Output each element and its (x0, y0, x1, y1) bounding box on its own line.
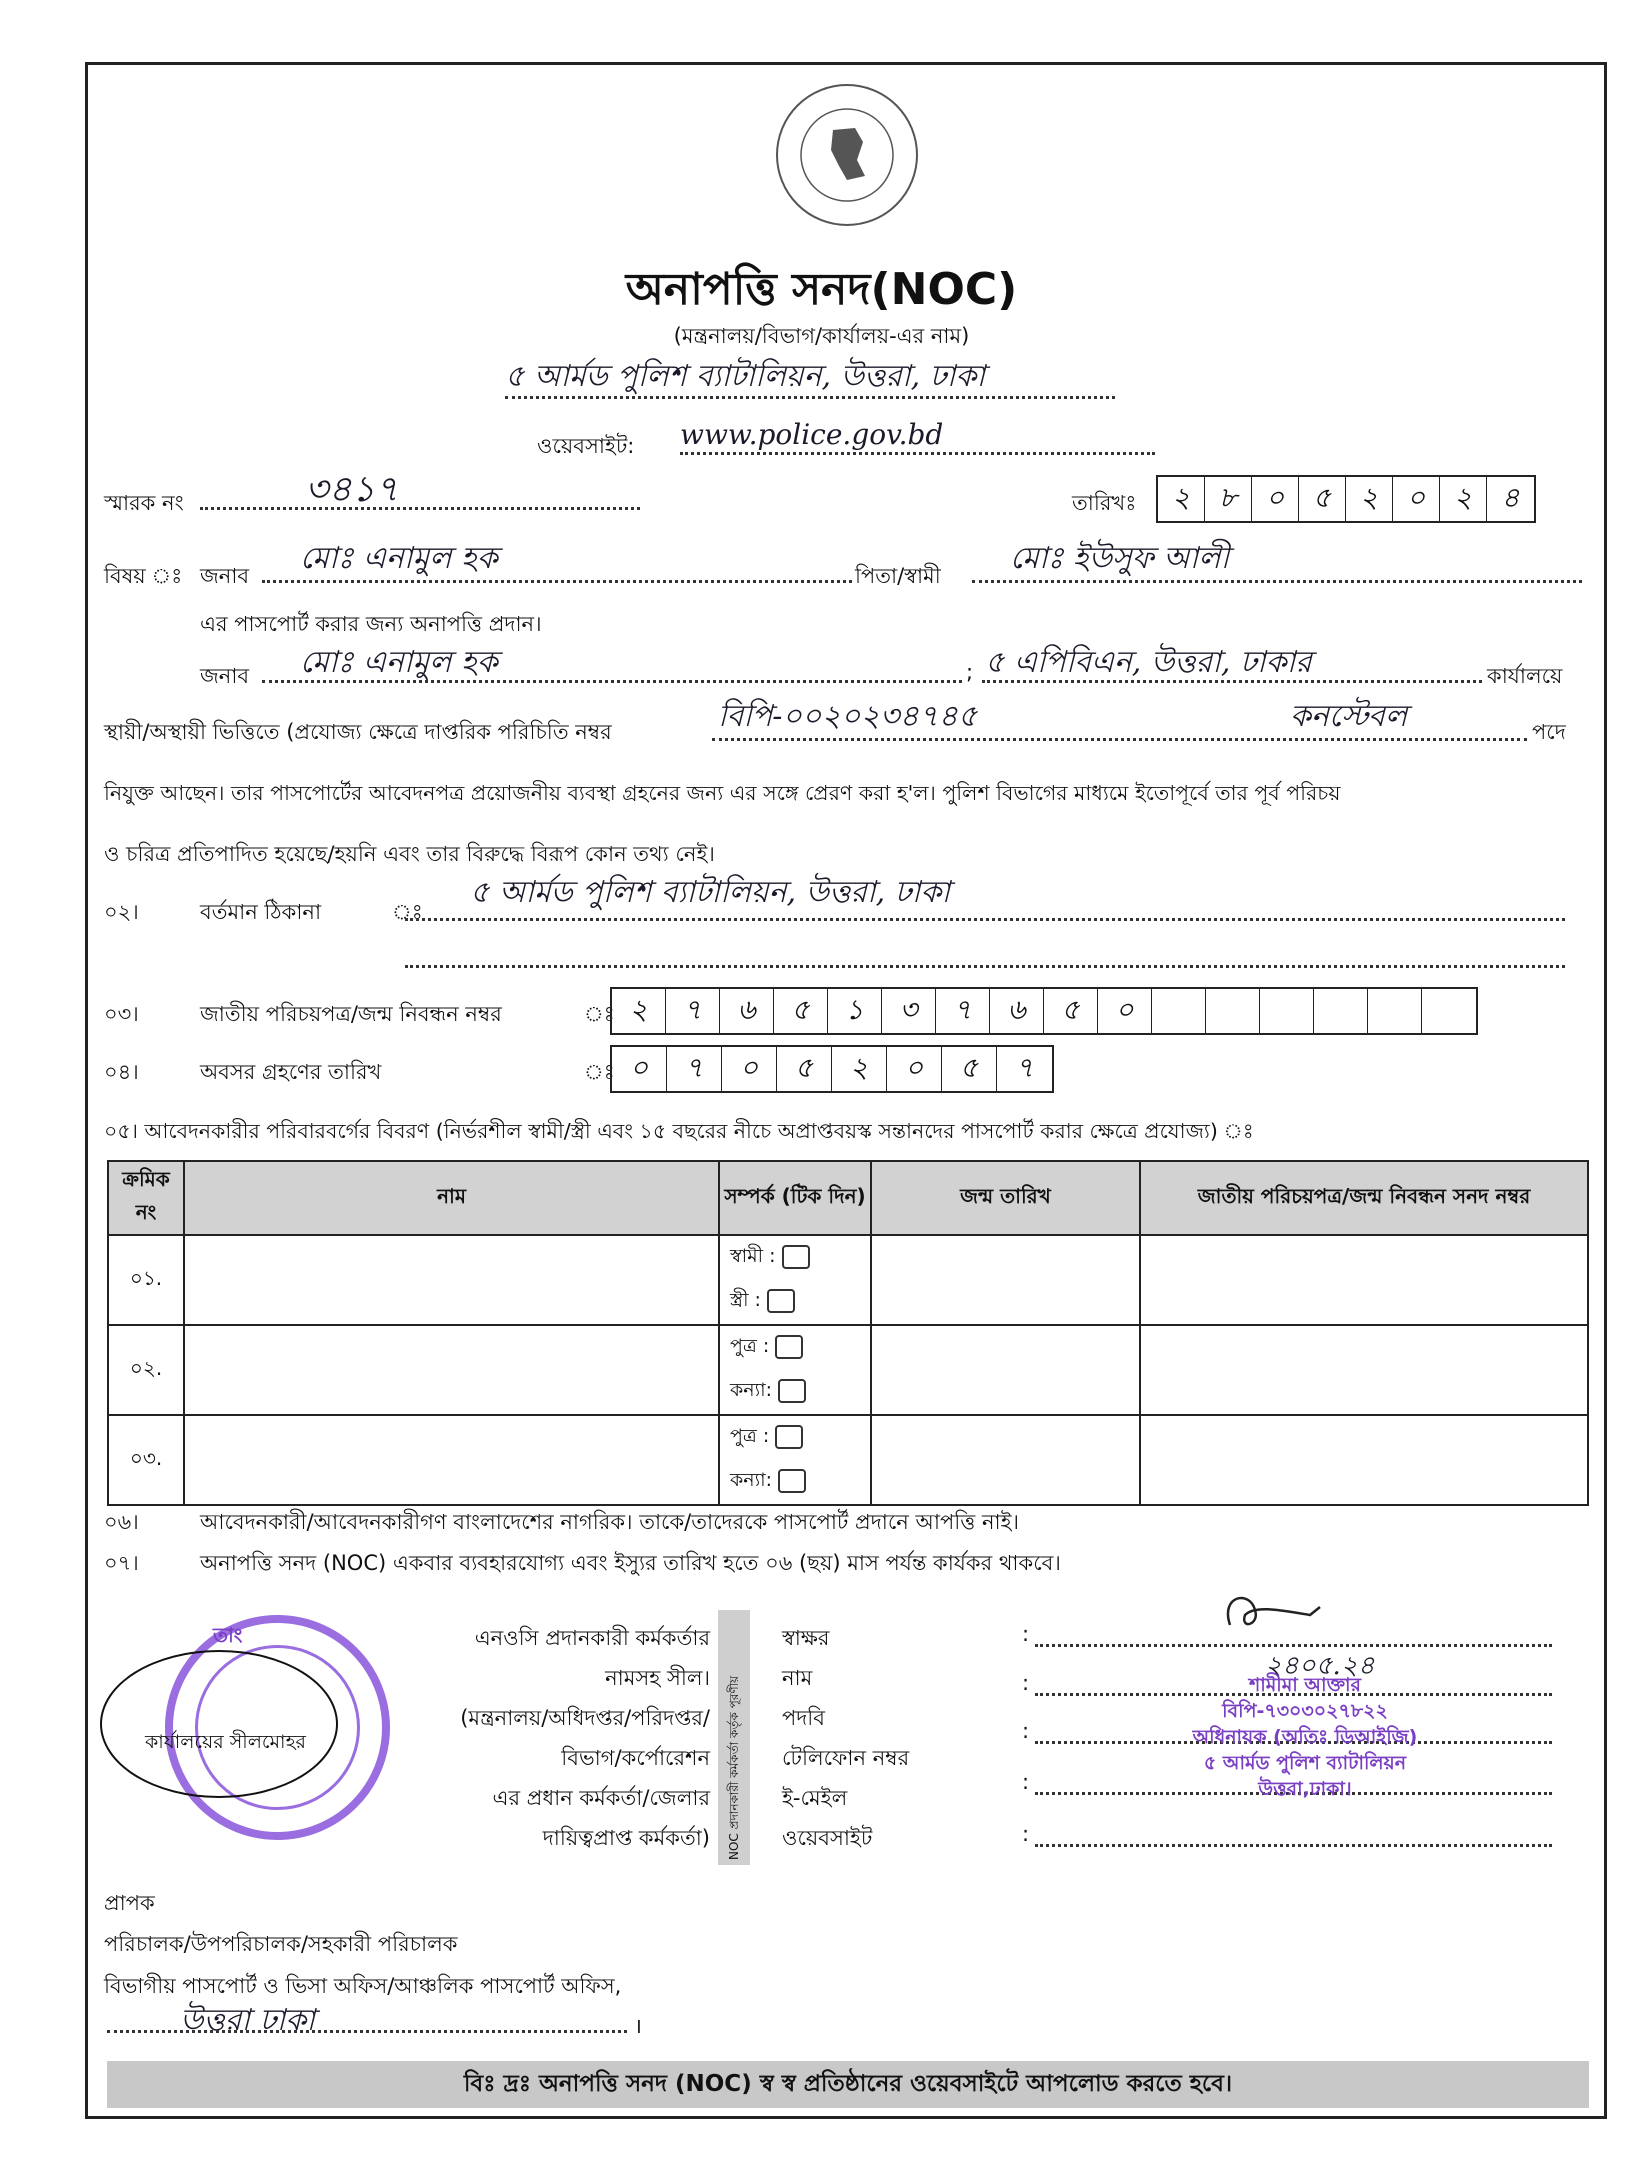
digit-box (1422, 989, 1476, 1033)
body-line-b: নিযুক্ত আছেন। তার পাসপোর্টের আবেদনপত্র প্রয়োজনীয় ব্যবস্থা গ্রহনের জন্য এর সঙ্গে প্রেরণ করা হ'ল। পুলিশ বিভাগের মাধ্যমে ইতোপূর্বে তার পূর্ব পরিচয় (104, 781, 1341, 805)
digit-box: ০ (1393, 477, 1440, 521)
col-serial: ক্রমিক নং (108, 1161, 184, 1235)
janab-label: জনাব (200, 564, 250, 588)
relation-label: স্ত্রী : (730, 1289, 761, 1311)
memo-label: স্মারক নং (104, 491, 184, 515)
recipient-line2: বিভাগীয় পাসপোর্ট ও ভিসা অফিস/আঞ্চলিক পাসপোর্ট অফিস, (104, 1974, 622, 1998)
digit-box (1260, 989, 1314, 1033)
row-num: ০১. (108, 1235, 184, 1325)
officer-field-label: টেলিফোন নম্বর (782, 1746, 910, 1770)
stamp-label: কার্যালয়ের সীলমোহর (145, 1731, 307, 1753)
father-name: মোঃ ইউসুফ আলী (1010, 541, 1230, 576)
relation-label: কন্যা: (730, 1469, 773, 1491)
website-value: www.police.gov.bd (680, 418, 944, 451)
officer-left-label: বিভাগ/কর্পোরেশন (561, 1746, 710, 1770)
date-label: তারিখঃ (1072, 491, 1137, 515)
item-05-label: ০৫। আবেদনকারীর পরিবারবর্গের বিবরণ (নির্ভরশীল স্বামী/স্ত্রী এবং ১৫ বছরের নীচে অপ্রাপ্তবয়স্ক সন্তানদের পাসপোর্ট করার ক্ষেত্রে প্রযোজ্য) ঃ (104, 1119, 1254, 1143)
relation-checkbox[interactable] (775, 1335, 803, 1359)
row-num: ০৩. (108, 1415, 184, 1505)
digit-box: ০ (1098, 989, 1152, 1033)
item-04-num: ০৪। (104, 1060, 139, 1084)
relation-label: কন্যা: (730, 1379, 773, 1401)
digit-box: ২ (1440, 477, 1487, 521)
officer-right-labels (782, 1618, 909, 1858)
signature (1210, 1585, 1330, 1645)
relation-checkbox[interactable] (767, 1289, 795, 1313)
stamp-line: উত্তরা,ঢাকা। (1258, 1778, 1352, 1800)
janab-label-2: জনাব (200, 664, 250, 688)
digit-box: ০ (1252, 477, 1299, 521)
digit-box: ২ (1158, 477, 1205, 521)
subject-line2: এর পাসপোর্ট করার জন্য অনাপত্তি প্রদান। (200, 612, 542, 636)
table-row (108, 1325, 1588, 1415)
office-suffix: কার্যালয়ে (1487, 664, 1563, 688)
office-name-caption: (মন্ত্রনালয়/বিভাগ/কার্যালয়-এর নাম) (673, 324, 970, 348)
digit-box (1368, 989, 1422, 1033)
col-relation: সম্পর্ক (টিক দিন) (719, 1161, 871, 1235)
digit-box: ৫ (1044, 989, 1098, 1033)
official-id: বিপি-০০২০২৩৪৭৪৫ (718, 699, 978, 734)
officer-left-label: দায়িত্বপ্রাপ্ত কর্মকর্তা) (542, 1826, 710, 1850)
digit-box (1152, 989, 1206, 1033)
officer-field-label: নাম (782, 1666, 813, 1690)
digit-box: ৩ (882, 989, 936, 1033)
officer-field-label: স্বাক্ষর (782, 1626, 830, 1650)
digit-box (1206, 989, 1260, 1033)
digit-box: ০ (722, 1047, 777, 1091)
stamp-line: অধিনায়ক (অতিঃ ডিআইজি) (1192, 1726, 1418, 1748)
stamp-placeholder-ellipse (100, 1650, 338, 1798)
office-stamp: তাং (165, 1615, 390, 1840)
officer-field-label: পদবি (782, 1706, 825, 1730)
digit-box: ৫ (774, 989, 828, 1033)
col-name: নাম (184, 1161, 719, 1235)
item-03-num: ০৩। (104, 1002, 139, 1026)
note-07: অনাপত্তি সনদ (NOC) একবার ব্যবহারযোগ্য এবং ইস্যুর তারিখ হতে ০৬ (ছয়) মাস পর্যন্ত কার্যকর থাকবে। (200, 1551, 1061, 1575)
officer-left-label: (মন্ত্রনালয়/অধিদপ্তর/পরিদপ্তর/ (460, 1706, 710, 1730)
digit-box: ০ (612, 1047, 667, 1091)
recipient-label: প্রাপক (104, 1891, 155, 1915)
family-table (107, 1160, 1589, 1506)
item-02-label: বর্তমান ঠিকানা (200, 900, 322, 924)
digit-box: ৪ (1501, 480, 1520, 514)
date-boxes (1156, 475, 1536, 523)
note-06: আবেদনকারী/আবেদনকারীগণ বাংলাদেশের নাগরিক। তাকে/তাদেরকে পাসপোর্ট প্রদানে আপত্তি নাই। (200, 1510, 1020, 1534)
digit-box: ৮ (1205, 477, 1252, 521)
digit-box: ০ (887, 1047, 942, 1091)
noc-strip: NOC প্রদানকারী কর্মকর্তা কর্তৃক পূরণীয় (718, 1610, 750, 1865)
digit-box: ৫ (777, 1047, 832, 1091)
government-seal (773, 80, 921, 230)
stamp-line: ৫ আর্মড পুলিশ ব্যাটালিয়ন (1203, 1752, 1407, 1774)
digit-box: ৫ (1299, 477, 1346, 521)
col-dob: জন্ম তারিখ (871, 1161, 1140, 1235)
relation-label: স্বামী : (730, 1245, 776, 1267)
designation: কনস্টেবল (1290, 699, 1408, 734)
relation-label: পুত্র : (730, 1425, 770, 1447)
pode-label: পদে (1532, 720, 1566, 744)
body-line-c: ও চরিত্র প্রতিপাদিত হয়েছে/হয়নি এবং তার বিরুদ্ধে বিরূপ কোন তথ্য নেই। (104, 842, 715, 866)
officer-field-label: ওয়েবসাইট (782, 1826, 873, 1850)
applicant-name: মোঃ এনামুল হক (300, 541, 498, 576)
stamp-line: শামীমা আক্তার (1249, 1674, 1361, 1696)
digit-box: ৭ (666, 989, 720, 1033)
subject-label: বিষয় ঃ (104, 564, 183, 588)
digit-box (1314, 989, 1368, 1033)
officer-left-label: এনওসি প্রদানকারী কর্মকর্তার (474, 1626, 710, 1650)
officer-left-label: নামসহ সীল। (605, 1666, 710, 1690)
item-03-label: জাতীয় পরিচয়পত্র/জন্ম নিবন্ধন নম্বর (200, 1002, 502, 1026)
digit-box: ৭ (667, 1047, 722, 1091)
relation-checkbox[interactable] (782, 1245, 810, 1269)
item-04-label: অবসর গ্রহণের তারিখ (200, 1060, 382, 1084)
relation-checkbox[interactable] (778, 1469, 806, 1493)
recipient-office: উত্তরা ঢাকা (180, 2003, 315, 2038)
body-line-a: স্থায়ী/অস্থায়ী ভিত্তিতে (প্রযোজ্য ক্ষেত্রে দাপ্তরিক পরিচিতি নম্বর (104, 720, 612, 744)
officer-field-label: ই-মেইল (782, 1786, 848, 1810)
nid-boxes (610, 987, 1478, 1035)
officer-left-labels (380, 1618, 710, 1858)
present-address: ৫ আর্মড পুলিশ ব্যাটালিয়ন, উত্তরা, ঢাকা (470, 875, 951, 910)
table-row (108, 1415, 1588, 1505)
digit-box: ২ (832, 1047, 887, 1091)
office-name-value: ৫ আর্মড পুলিশ ব্যাটালিয়ন, উত্তরা, ঢাকা (505, 359, 986, 394)
item-02-num: ০২। (104, 900, 139, 924)
digit-box: ৬ (720, 989, 774, 1033)
digit-box: ৫ (942, 1047, 997, 1091)
retirement-date-boxes (610, 1045, 1054, 1093)
memo-value: ৩৪১৭ (305, 469, 399, 510)
employee-name: মোঃ এনামুল হক (300, 645, 498, 680)
digit-box: ৭ (936, 989, 990, 1033)
father-label: পিতা/স্বামী (855, 564, 941, 588)
recipient-line1: পরিচালক/উপপরিচালক/সহকারী পরিচালক (104, 1932, 458, 1956)
digit-box: ১ (828, 989, 882, 1033)
col-nid: জাতীয় পরিচয়পত্র/জন্ম নিবন্ধন সনদ নম্বর (1140, 1161, 1588, 1235)
digit-box: ৭ (1015, 1050, 1034, 1084)
footer-note: বিঃ দ্রঃ অনাপত্তি সনদ (NOC) স্ব স্ব প্রতিষ্ঠানের ওয়েবসাইটে আপলোড করতে হবে। (107, 2061, 1589, 2108)
relation-checkbox[interactable] (775, 1425, 803, 1449)
sign-date: ২৪০৫.২৪ (1265, 1651, 1375, 1681)
digit-box: ৬ (990, 989, 1044, 1033)
row-num: ০২. (108, 1325, 184, 1415)
page-title: অনাপত্তি সনদ(NOC) (625, 264, 1018, 315)
officer-left-label: এর প্রধান কর্মকর্তা/জেলার (492, 1786, 710, 1810)
table-row (108, 1235, 1588, 1325)
employee-office: ৫ এপিবিএন, উত্তরা, ঢাকার (985, 645, 1312, 680)
relation-label: পুত্র : (730, 1335, 770, 1357)
digit-box: ২ (1346, 477, 1393, 521)
digit-box: ২ (612, 989, 666, 1033)
website-label: ওয়েবসাইট: (537, 434, 635, 458)
officer-stamp (1160, 1672, 1450, 1802)
stamp-line: বিপি-৭৩০৩০২৭৮২২ (1222, 1700, 1388, 1722)
relation-checkbox[interactable] (778, 1379, 806, 1403)
